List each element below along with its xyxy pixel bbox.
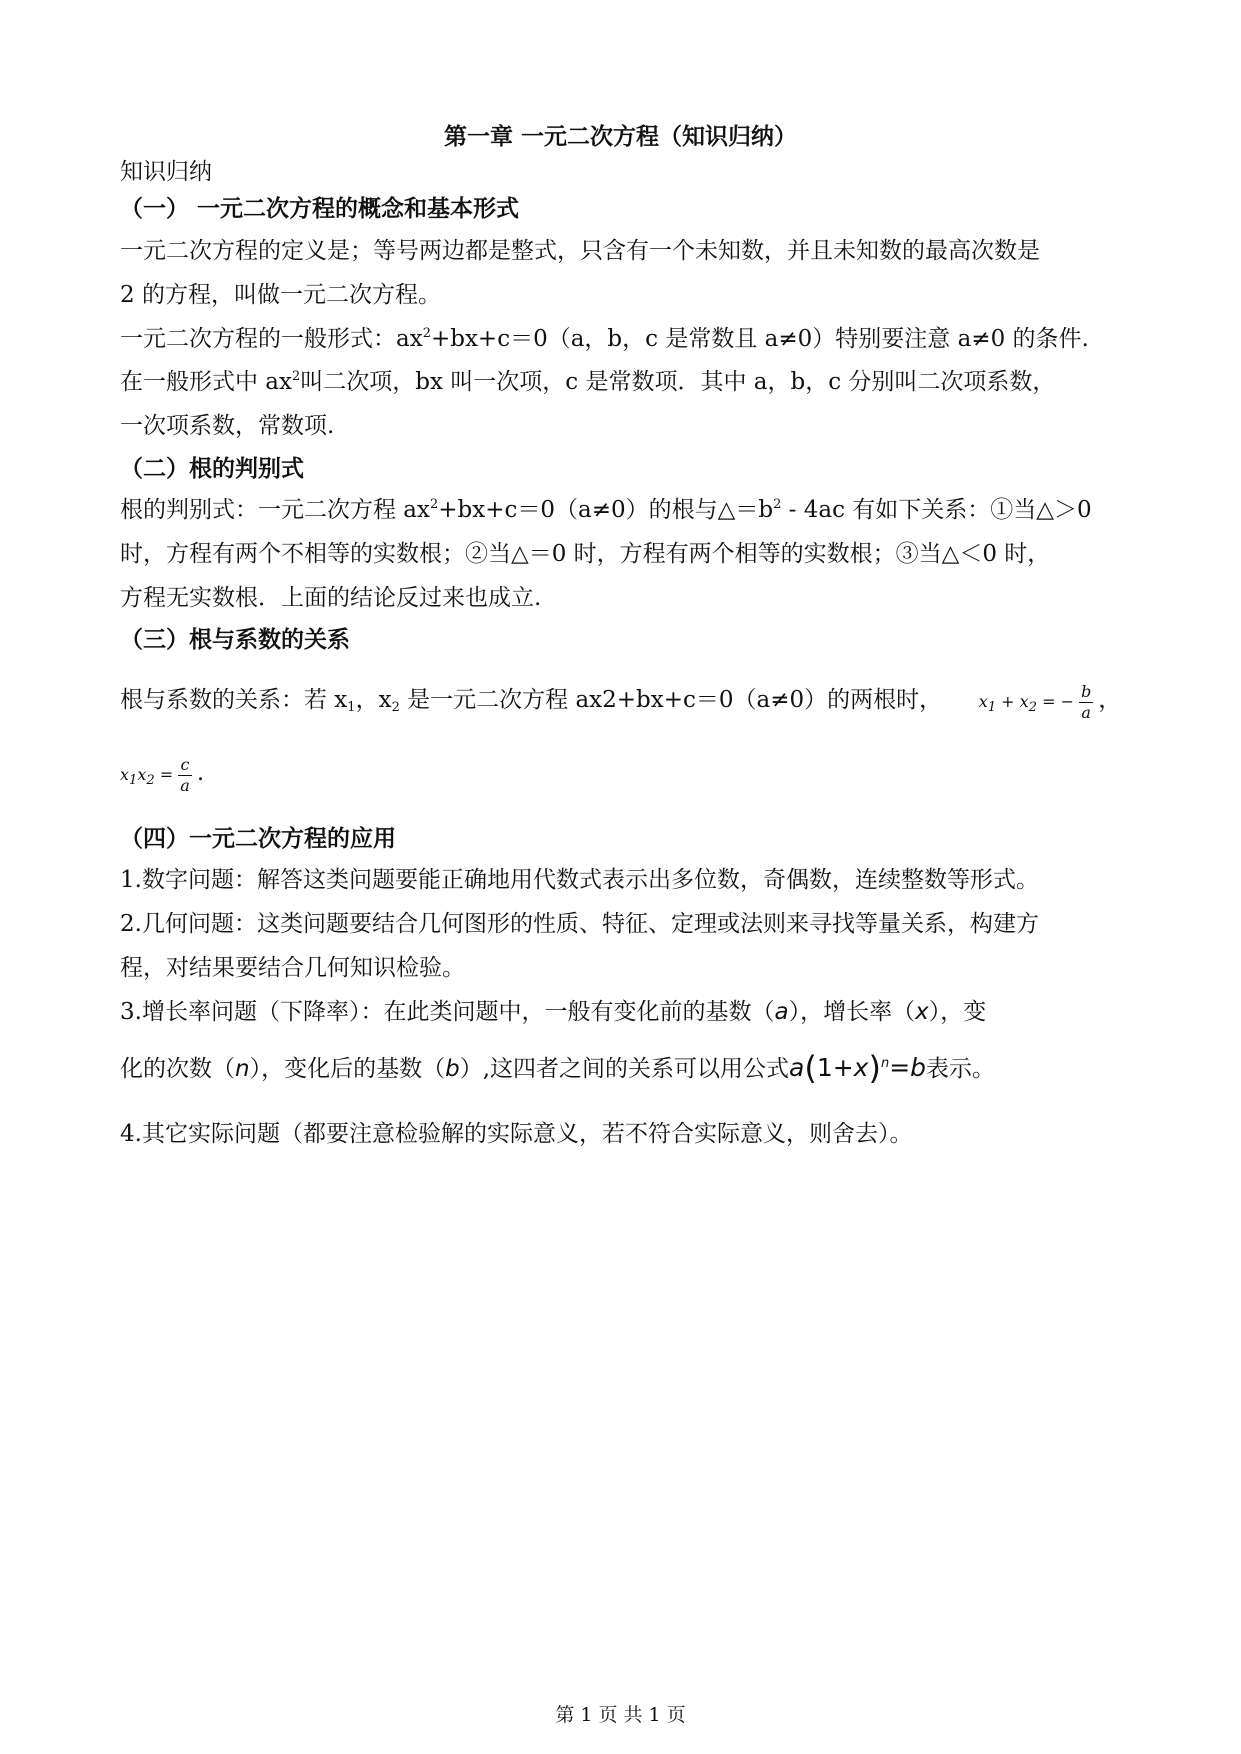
terms-line-2: 一次项系数，常数项. [120,413,335,439]
subscript: 1 [347,700,356,715]
page-title: 第一章 一元二次方程（知识归纳） [443,124,797,150]
text-run: 3.增长率问题（下降率）：在此类问题中，一般有变化前的基数（ [120,999,775,1025]
math-var: a [789,1053,805,1082]
text-run: +bx+c＝0（a≠0）的根与△＝b [438,497,774,523]
subscript: 2 [391,700,400,715]
heading-concept: （一） 一元二次方程的概念和基本形式 [120,196,520,222]
text-run: 化的次数（ [120,1056,235,1082]
terms-line-1 [120,363,1130,396]
fraction [1079,682,1093,723]
application-growth-2 [120,1046,1130,1090]
text-run: 在一般形式中 ax [120,369,292,395]
text-run: +bx+c＝0（a，b，c 是常数且 a≠0）特别要注意 a≠0 的条件. [430,326,1089,352]
definition-line-1: 一元二次方程的定义是；等号两边都是整式，只含有一个未知数，并且未知数的最高次数是 [120,238,1040,264]
fraction [178,755,192,796]
math-term: 1+ [816,1053,854,1082]
text-run: . [196,760,205,786]
denominator: a [180,776,190,795]
heading-vieta: （三）根与系数的关系 [120,627,350,653]
math-paren: ( [804,1049,817,1087]
application-growth-1 [120,993,1130,1026]
vieta-line-2 [120,745,1130,801]
text-run: ），变 [928,999,987,1025]
numerator: b [1081,682,1092,701]
math-var: x [120,765,130,784]
math-op: + [996,692,1020,711]
math-op: = − [1036,692,1074,711]
general-form-line [120,320,1130,353]
application-geometry-1: 2.几何问题：这类问题要结合几何图形的性质、特征、定理或法则来寻找等量关系，构建方 [120,911,1039,937]
section-label: 知识归纳 [120,159,212,185]
application-other: 4.其它实际问题（都要注意检验解的实际意义，若不符合实际意义，则舍去）。 [120,1121,913,1147]
text-run: 叫二次项，bx 叫一次项，c 是常数项．其中 a，b，c 分别叫二次项系数， [300,369,1056,395]
text-run: 是一元二次方程 ax2+bx+c＝0（a≠0）的两根时， [399,687,943,713]
math-paren: ) [868,1049,881,1087]
text-run: 一元二次方程的一般形式：ax [120,326,423,352]
text-run: 根与系数的关系：若 x [120,687,348,713]
definition-line-2: 2 的方程，叫做一元二次方程。 [120,282,441,308]
text-run: ），增长率（ [788,999,916,1025]
math-var: b [445,1056,460,1082]
math-var: n [235,1056,250,1082]
growth-formula [789,1049,927,1087]
page-footer: 第 1 页 共 1 页 [555,1704,686,1726]
subscript: 2 [1028,700,1037,715]
product-formula [120,755,197,795]
numerator: c [178,755,192,776]
superscript: n [880,1056,890,1071]
text-run: 表示。 [926,1056,996,1082]
application-number: 1.数字问题：解答这类问题要能正确地用代数式表示出多位数，奇偶数，连续整数等形式。 [120,867,1039,893]
superscript: 2 [292,369,301,384]
subscript: 1 [129,773,138,788]
discriminant-line-2: 时，方程有两个不相等的实数根；②当△＝0 时，方程有两个相等的实数根；③当△＜0 时， [120,541,1051,567]
math-var: a [774,999,789,1025]
text-run: ）,这四者之间的关系可以用公式 [459,1056,789,1082]
sum-formula [978,682,1099,722]
text-run: ，x [355,687,392,713]
math-var: x [853,1053,869,1082]
text-run: 根的判别式：一元二次方程 ax [120,497,430,523]
superscript: 2 [773,497,782,512]
text-run: ），变化后的基数（ [249,1056,446,1082]
application-geometry-2: 程，对结果要结合几何知识检验。 [120,955,465,981]
text-run: - 4ac 有如下关系：①当△＞0 [781,497,1092,523]
superscript: 2 [430,497,439,512]
discriminant-line-1 [120,491,1130,524]
math-var: b [910,1053,927,1082]
superscript: 2 [422,326,431,341]
heading-applications: （四）一元二次方程的应用 [120,826,396,852]
denominator: a [1081,703,1091,722]
subscript: 2 [146,773,155,788]
vieta-line-1 [120,672,1130,728]
subscript: 1 [987,700,997,715]
discriminant-line-3: 方程无实数根．上面的结论反过来也成立. [120,585,542,611]
text-run: ， [1098,687,1122,713]
heading-discriminant: （二）根的判别式 [120,456,304,482]
math-var: x [137,765,147,784]
math-op: = [889,1053,911,1082]
math-var: x [1019,692,1029,711]
math-var: x [978,692,988,711]
math-op: = [154,765,179,784]
math-var: x [915,999,929,1025]
